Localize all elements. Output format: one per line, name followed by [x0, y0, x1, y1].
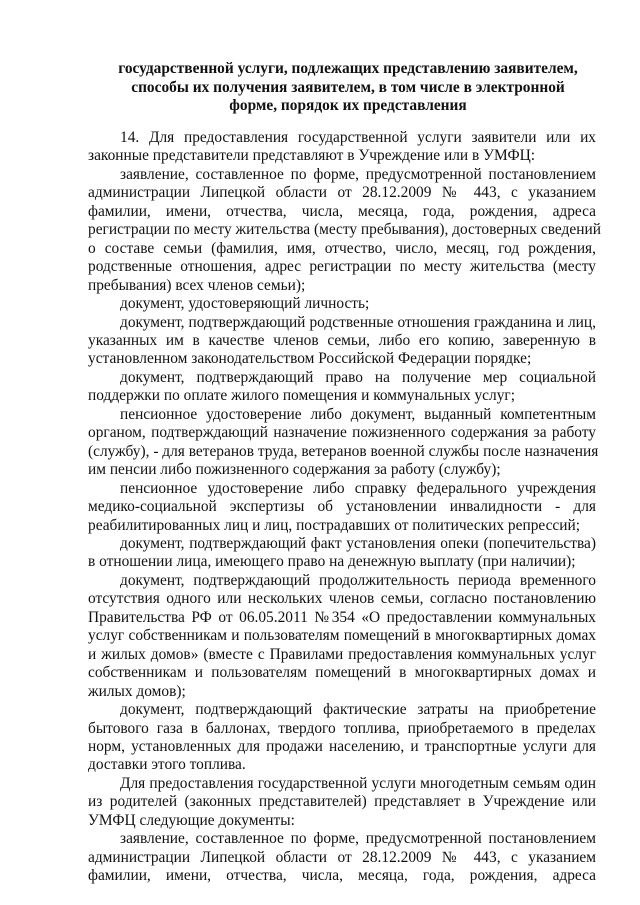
paragraph-line: в отношении лица, имеющего право на денежную выплату (при наличии); [88, 553, 576, 571]
paragraph-line: УМФЦ следующие документы: [88, 811, 295, 829]
paragraph [88, 572, 596, 701]
paragraph [88, 480, 596, 535]
paragraph-line: Для предоставления государственной услуги многодетным семьям один [120, 774, 596, 792]
paragraph-line: бытового газа в баллонах, твердого топлива, приобретаемого в пределах [88, 719, 596, 737]
paragraph-line: документ, подтверждающий фактические затраты на приобретение [120, 701, 596, 719]
paragraph-line: регистрации по месту жительства (месту пребывания), достоверных сведений [88, 221, 601, 239]
paragraph-line: пенсионное удостоверение либо справку федерального учреждения [120, 479, 596, 497]
paragraph-line: указанных им в качестве членов семьи, либо его копию, заверенную в [88, 331, 596, 349]
paragraph [88, 701, 596, 775]
section-heading [96, 60, 600, 116]
paragraph-line: собственникам и пользователям помещений в многоквартирных домах и [88, 664, 596, 682]
paragraph [88, 830, 596, 885]
paragraph-line: документ, подтверждающий продолжительность периода временного [120, 571, 596, 589]
paragraph-line: администрации Липецкой области от 28.12.2009 № 443, с указанием [88, 848, 596, 866]
paragraph-line: доставки этого топлива. [88, 756, 246, 774]
heading-line: способы их получения заявителем, в том числе в электронной [131, 78, 565, 96]
paragraph-line: родственные отношения, адрес регистрации по месту жительства (месту [88, 258, 596, 276]
paragraph-line: документ, удостоверяющий личность; [120, 295, 370, 313]
paragraph-line: из родителей (законных представителей) представляет в Учреждение или [88, 793, 596, 811]
paragraph [88, 405, 599, 480]
paragraph-line: (службу), - для ветеранов труда, ветеранов военной службы после назначения [88, 442, 599, 460]
paragraph-line: им пенсии либо пожизненного содержания за работу (службу); [88, 461, 501, 479]
paragraph-line: документ, подтверждающий право на получение мер социальной [120, 368, 596, 386]
paragraph-line: 14. Для предоставления государственной услуги заявители или их [120, 129, 596, 146]
paragraph-line: о составе семьи (фамилия, имя, отчество, число, месяц, год рождения, [88, 239, 596, 257]
paragraph-line: медико-социальной экспертизы об установлении инвалидности - для [88, 498, 596, 516]
paragraph [88, 535, 596, 572]
paragraph-line: органом, подтверждающий назначение пожизненного содержания за работу [88, 424, 596, 442]
paragraph [88, 165, 601, 295]
paragraph [88, 129, 596, 166]
heading-line: государственной услуги, подлежащих представлению заявителем, [118, 60, 578, 77]
paragraph-line: пребывания) всех членов семьи); [88, 276, 306, 294]
paragraph [88, 775, 596, 830]
paragraph-line: норм, установленных для продажи населению, и транспортные услуги для [88, 737, 596, 755]
paragraph-line: фамилии, имени, отчества, числа, месяца, года, рождения, адреса [88, 867, 596, 885]
paragraph-line: документ, подтверждающий факт установления опеки (попечительства) [120, 534, 596, 552]
paragraph-line: документ, подтверждающий родственные отношения гражданина и лиц, [120, 313, 596, 331]
paragraph-line: услуг собственникам и пользователям помещений в многоквартирных домах [88, 627, 596, 645]
paragraph-line: и жилых домов» (вместе с Правилами предоставления коммунальных услуг [88, 645, 596, 663]
paragraph-line: Правительства РФ от 06.05.2011 №354 «О предоставлении коммунальных [88, 608, 596, 626]
paragraph [88, 295, 596, 313]
paragraph-line: пенсионное удостоверение либо документ, выданный компетентным [120, 405, 596, 423]
paragraph-line: заявление, составленное по форме, предусмотренной постановлением [120, 165, 596, 183]
paragraph-line: законные представители представляют в Учреждение или в УМФЦ: [88, 147, 536, 165]
document-body [88, 129, 601, 886]
paragraph-line: установленном законодательством Российской Федерации порядке; [88, 350, 532, 368]
paragraph-line: жилых домов); [88, 682, 186, 700]
paragraph-line: администрации Липецкой области от 28.12.2009 № 443, с указанием [88, 184, 596, 202]
paragraph-line: отсутствия одного или нескольких членов семьи, согласно постановлению [88, 590, 596, 608]
paragraph-line: фамилии, имени, отчества, числа, месяца, года, рождения, адреса [88, 202, 596, 220]
paragraph-line: поддержки по оплате жилого помещения и коммунальных услуг; [88, 387, 515, 405]
heading-line: форме, порядок их представления [229, 97, 467, 114]
paragraph [88, 369, 596, 406]
paragraph-line: заявление, составленное по форме, предусмотренной постановлением [120, 830, 596, 848]
paragraph-line: реабилитированных лиц и лиц, пострадавших от политических репрессий; [88, 516, 581, 534]
paragraph [88, 314, 596, 369]
